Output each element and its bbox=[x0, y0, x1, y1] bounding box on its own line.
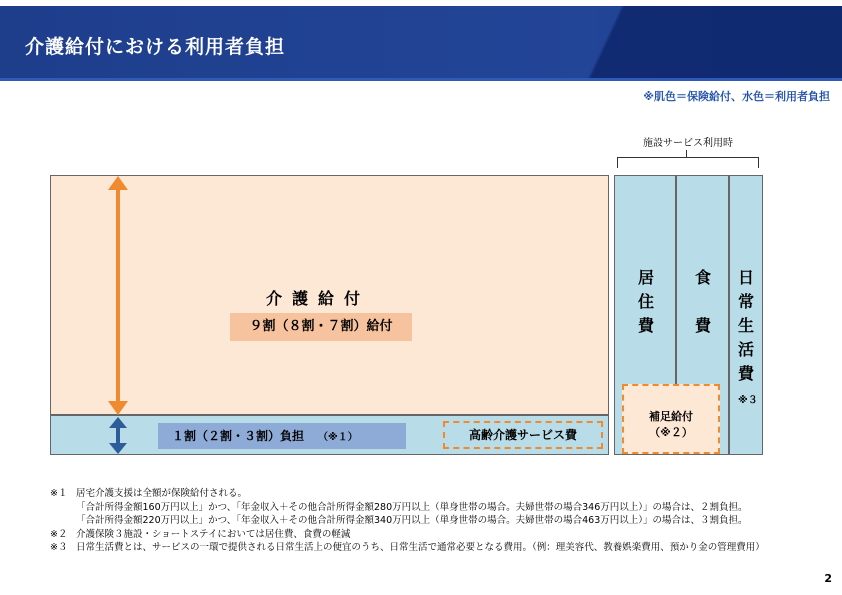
footnote-1-sub: 「合計所得金額160万円以上」かつ、「年金収入＋その他合計所得金額280万円以上（単身世帯の場合。夫婦世帯の場合346万円以上）」の場合は、２割負担。 bbox=[76, 501, 748, 513]
footnote-text: 居宅介護支援は全額が保険給付される。 bbox=[76, 488, 248, 499]
living-char: 常 bbox=[737, 292, 754, 311]
living-char: 日 bbox=[737, 268, 754, 287]
footnote-1-sub: 「合計所得金額220万円以上」かつ、「年金収入＋その他合計所得金額340万円以上（単身世帯の場合。夫婦世帯の場合463万円以上）」の場合は、３割負担。 bbox=[76, 515, 748, 527]
living-char: 活 bbox=[737, 340, 754, 359]
benefit-title: 介護給付 bbox=[266, 289, 371, 308]
footnote-1 bbox=[50, 487, 830, 501]
living-char: 費 bbox=[737, 364, 754, 383]
food-char: 費 bbox=[694, 316, 711, 335]
burden-label-text: １割（２割・３割）負担 bbox=[172, 429, 305, 443]
color-legend: ※肌色＝保険給付、水色＝利用者負担 bbox=[643, 90, 830, 103]
footnote-mark: ※３ bbox=[50, 542, 68, 554]
footnote-mark: ※２ bbox=[50, 528, 68, 540]
burden-arrow bbox=[109, 417, 127, 454]
page-title: 介護給付における利用者負担 bbox=[25, 36, 286, 58]
residence-char: 住 bbox=[637, 292, 654, 311]
footnotes bbox=[50, 487, 830, 555]
residence-char: 費 bbox=[637, 316, 654, 335]
footnote-2 bbox=[50, 528, 830, 542]
burden-note: （※１） bbox=[318, 432, 358, 443]
facility-label: 施設サービス利用時 bbox=[643, 138, 733, 149]
living-char: 生 bbox=[737, 316, 754, 335]
page-number: 2 bbox=[824, 572, 832, 585]
footnote-mark: ※１ bbox=[50, 488, 68, 499]
senior-service-box: 高齢介護サービス費 bbox=[443, 421, 603, 449]
footnote-text: 日常生活費とは、サービスの一環で提供される日常生活上の便宜のうち、日常生活で通常必要となる費用。（例：理美容代、教養娯楽費用、預かり金の管理費用） bbox=[76, 542, 765, 554]
food-char: 食 bbox=[694, 268, 711, 287]
living-note: ※３ bbox=[738, 395, 758, 406]
footnote-3 bbox=[50, 541, 830, 555]
footnote-text: 介護保険３施設・ショートステイにおいては居住費、食費の軽減 bbox=[76, 528, 351, 540]
benefit-ratio-label: ９割（８割・７割）給付 bbox=[230, 313, 412, 341]
residence-char: 居 bbox=[637, 268, 654, 287]
benefit-arrow bbox=[108, 176, 128, 415]
supplement-note: （※２） bbox=[649, 426, 693, 439]
supplement-label: 補足給付 bbox=[649, 410, 693, 423]
